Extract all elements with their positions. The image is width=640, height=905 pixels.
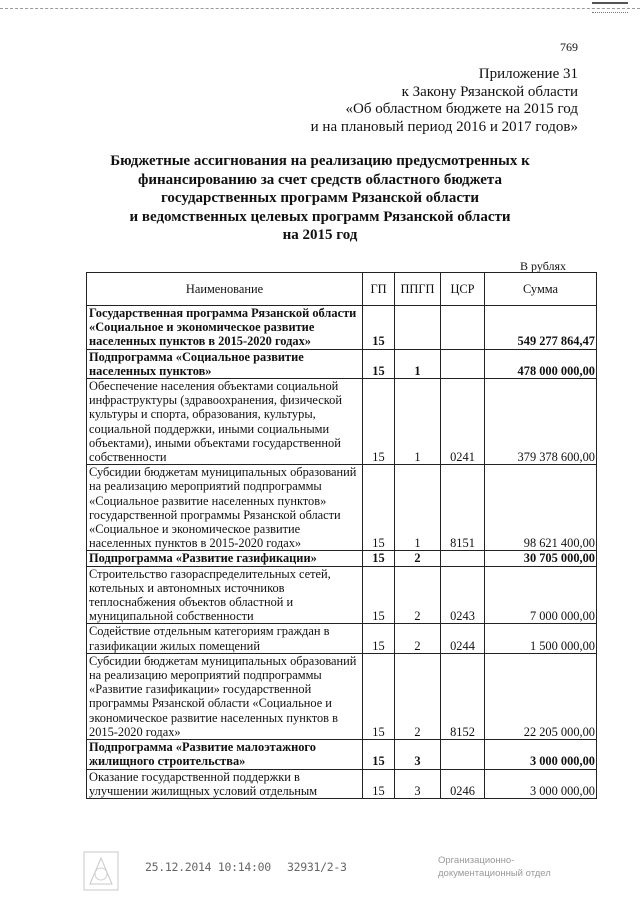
cell-sum: 379 378 600,00 <box>485 379 597 465</box>
cell-gp: 15 <box>363 349 395 378</box>
cell-csr: 8151 <box>441 465 485 551</box>
cell-name: Государственная программа Рязанской области «Социальное и экономическое развитие населенных пунктов в 2015-2020 годах» <box>87 306 363 350</box>
cell-sum: 1 500 000,00 <box>485 624 597 653</box>
cell-name: Оказание государственной поддержки в улучшении жилищных условий отдельным <box>87 769 363 798</box>
cell-ppgp: 1 <box>395 465 441 551</box>
cell-name: Строительство газораспределительных сетей, котельных и автономных источников теплоснабжения объектов областной и муниципальной собственности <box>87 566 363 624</box>
cell-name: Подпрограмма «Развитие малоэтажного жилищного строительства» <box>87 740 363 769</box>
cell-name: Субсидии бюджетам муниципальных образований на реализацию мероприятий подпрограммы «Развитие газификации» государственной программы Рязанской области «Социальное и экономическое развитие населенных пунктов в 2015-2020 годах» <box>87 653 363 739</box>
cell-ppgp: 2 <box>395 653 441 739</box>
table-row <box>87 566 597 624</box>
table-row <box>87 306 597 350</box>
title-line: на 2015 год <box>282 227 358 243</box>
cell-ppgp: 2 <box>395 566 441 624</box>
table-body <box>87 306 597 799</box>
footer-department-line: документационный отдел <box>438 868 551 879</box>
title-line: и ведомственных целевых программ Рязанской области <box>129 208 511 225</box>
table-row <box>87 769 597 798</box>
scan-corner-mark <box>592 2 628 13</box>
cell-ppgp: 2 <box>395 624 441 653</box>
page-number: 769 <box>560 40 578 54</box>
cell-ppgp: 3 <box>395 769 441 798</box>
cell-ppgp: 1 <box>395 349 441 378</box>
table-row <box>87 349 597 378</box>
cell-csr <box>441 349 485 378</box>
cell-sum: 3 000 000,00 <box>485 740 597 769</box>
table-row <box>87 551 597 566</box>
table-row <box>87 379 597 465</box>
cell-gp: 15 <box>363 769 395 798</box>
title-line: финансированию за счет средств областного бюджета <box>138 171 502 188</box>
cell-sum: 7 000 000,00 <box>485 566 597 624</box>
cell-name: Содействие отдельным категориям граждан в газификации жилых помещений <box>87 624 363 653</box>
title-line: Бюджетные ассигнования на реализацию предусмотренных к <box>110 153 530 169</box>
cell-csr: 0243 <box>441 566 485 624</box>
cell-name: Обеспечение населения объектами социальной инфраструктуры (здравоохранения, физической культуры и спорта, образования, культуры, социальной поддержки, иными социальными объектами), иными объектами государственной собственности <box>87 379 363 465</box>
footer-doc-code: 32931/2-3 <box>287 860 347 874</box>
stamp-emblem-icon <box>78 848 124 894</box>
document-title <box>62 152 578 245</box>
header-ppgp: ППГП <box>395 273 441 306</box>
cell-name: Субсидии бюджетам муниципальных образований на реализацию мероприятий подпрограммы «Социальное развитие населенных пунктов» государственной программы Рязанской области «Социальное и экономическое развитие населенных пунктов в 2015-2020 годах» <box>87 465 363 551</box>
cell-gp: 15 <box>363 551 395 566</box>
cell-gp: 15 <box>363 306 395 350</box>
appendix-line: и на плановый период 2016 и 2017 годов» <box>310 118 578 135</box>
table-header-row <box>87 273 597 306</box>
cell-csr: 0244 <box>441 624 485 653</box>
header-gp: ГП <box>363 273 395 306</box>
cell-sum: 30 705 000,00 <box>485 551 597 566</box>
table-row <box>87 740 597 769</box>
footer-datetime: 25.12.2014 10:14:00 <box>145 860 271 874</box>
cell-csr <box>441 306 485 350</box>
cell-csr: 0241 <box>441 379 485 465</box>
header-name: Наименование <box>87 273 363 306</box>
cell-csr: 0246 <box>441 769 485 798</box>
title-line: государственных программ Рязанской области <box>160 190 479 206</box>
cell-name: Подпрограмма «Развитие газификации» <box>87 551 363 566</box>
cell-sum: 478 000 000,00 <box>485 349 597 378</box>
budget-table <box>86 272 597 799</box>
currency-unit-label: В рублях <box>520 259 567 273</box>
scan-top-border <box>0 8 640 10</box>
header-csr: ЦСР <box>441 273 485 306</box>
cell-ppgp: 2 <box>395 551 441 566</box>
header-sum: Сумма <box>485 273 597 306</box>
cell-sum: 549 277 864,47 <box>485 306 597 350</box>
cell-sum: 98 621 400,00 <box>485 465 597 551</box>
footer-department <box>438 854 551 880</box>
appendix-line: «Об областном бюджете на 2015 год <box>345 101 578 117</box>
cell-csr: 8152 <box>441 653 485 739</box>
cell-gp: 15 <box>363 566 395 624</box>
table-row <box>87 653 597 739</box>
cell-sum: 3 000 000,00 <box>485 769 597 798</box>
cell-ppgp <box>395 306 441 350</box>
footer-department-line: Организационно- <box>438 855 515 866</box>
table-row <box>87 624 597 653</box>
cell-ppgp: 3 <box>395 740 441 769</box>
cell-csr <box>441 551 485 566</box>
appendix-line: к Закону Рязанской области <box>401 83 578 100</box>
cell-gp: 15 <box>363 653 395 739</box>
cell-gp: 15 <box>363 379 395 465</box>
cell-ppgp: 1 <box>395 379 441 465</box>
table-row <box>87 465 597 551</box>
cell-gp: 15 <box>363 624 395 653</box>
cell-gp: 15 <box>363 740 395 769</box>
appendix-header <box>311 66 578 136</box>
cell-gp: 15 <box>363 465 395 551</box>
cell-name: Подпрограмма «Социальное развитие населенных пунктов» <box>87 349 363 378</box>
cell-csr <box>441 740 485 769</box>
appendix-line: Приложение 31 <box>478 66 578 82</box>
cell-sum: 22 205 000,00 <box>485 653 597 739</box>
